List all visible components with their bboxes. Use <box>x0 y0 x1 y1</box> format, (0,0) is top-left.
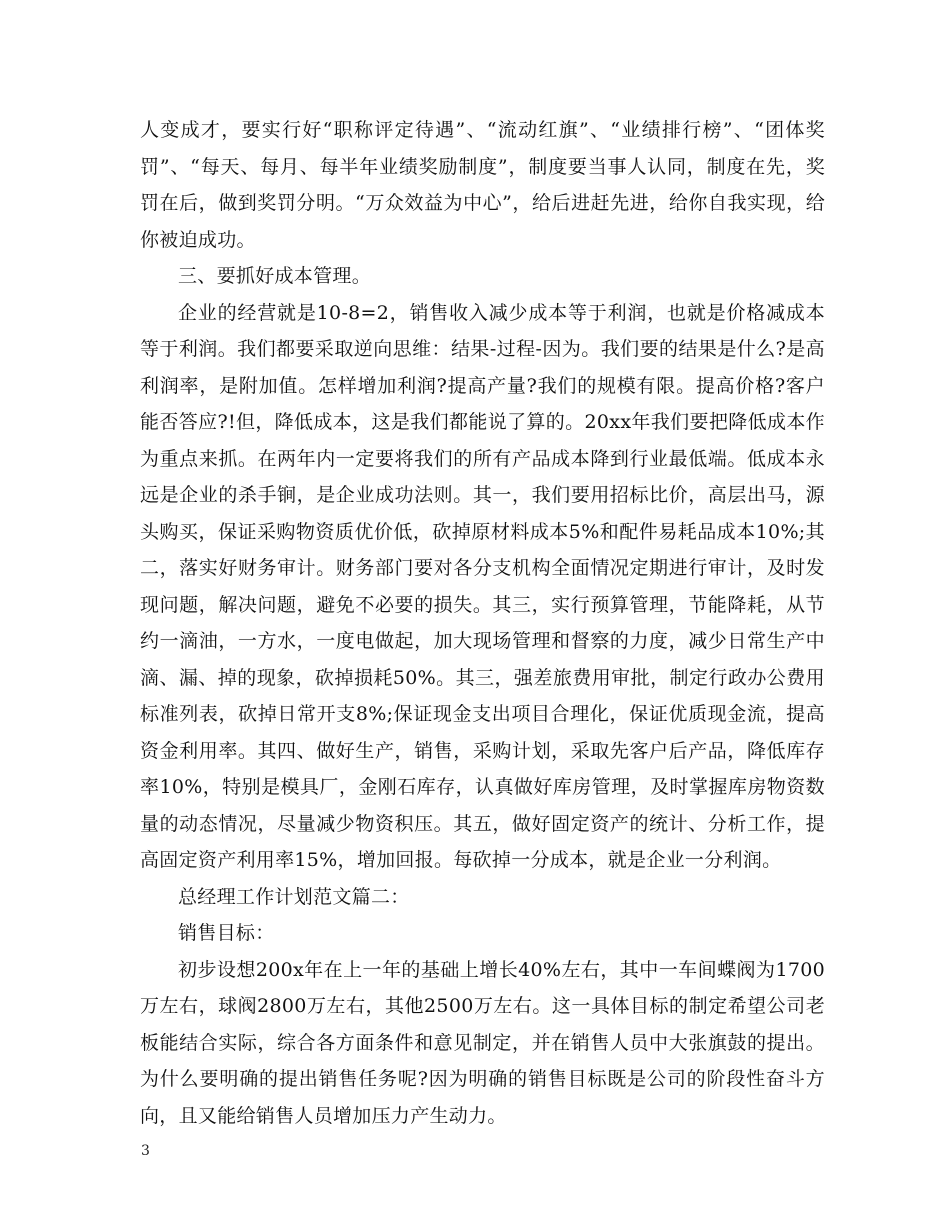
subheading-sales-target: 销售目标： <box>178 922 275 944</box>
paragraph-cost-management: 企业的经营就是10-8=2，销售收入减少成本等于利润，也就是价格减成本等于利润。我们都要采取逆向思维：结果-过程-因为。我们要的结果是什么?是高利润率，是附加值。怎样增加利润?提高产量?我们的规模有限。提高价格?客户能否答应?!但，降低成本，这是我们都能说了算的。20xx年我们要把降低成本作为重点来抓。在两年内一定要将我们的所有产品成本降到行业最低端。低成本永远是企业的杀手锏，是企业成功法则。其一，我们要用招标比价，高层出马，源头购买，保证采购物资质优价低，砍掉原材料成本5%和配件易耗品成本10%;其二，落实好财务审计。财务部门要对各分支机构全面情况定期进行审计，及时发现问题，解决问题，避免不必要的损失。其三，实行预算管理，节能降耗，从节约一滴油，一方水，一度电做起，加大现场管理和督察的力度，减少日常生产中滴、漏、掉的现象，砍掉损耗50%。其三，强差旅费用审批，制定行政办公费用标准列表，砍掉日常开支8%;保证现金支出项目合理化，保证优质现金流，提高资金利用率。其四、做好生产，销售，采购计划，采取先客户后产品，降低库存率10%，特别是模具厂，金刚石库存，认真做好库房管理，及时掌握库房物资数量的动态情况，尽量减少物资积压。其五，做好固定资产的统计、分析工作，提高固定资产利用率15%，增加回报。每砍掉一分成本，就是企业一分利润。 <box>140 301 825 871</box>
document-body <box>140 112 825 1134</box>
paragraph-sales-target: 初步设想200x年在上一年的基础上增长40%左右，其中一车间蝶阀为1700万左右，球阀2800万左右，其他2500万左右。这一具体目标的制定希望公司老板能结合实际，综合各方面条件和意见制定，并在销售人员中大张旗鼓的提出。为什么要明确的提出销售任务呢?因为明确的销售目标既是公司的阶段性奋斗方向，且又能给销售人员增加压力产生动力。 <box>140 958 825 1127</box>
section-heading-cost-management: 三、要抓好成本管理。 <box>178 265 372 287</box>
page-number: 3 <box>141 1143 150 1159</box>
paragraph-rewards-system: 人变成才，要实行好“职称评定待遇”、“流动红旗”、“业绩排行榜”、“团体奖罚”、“每天、每月、每半年业绩奖励制度”，制度要当事人认同，制度在先，奖罚在后，做到奖罚分明。“万众效益为中心”，给后进赶先进，给你自我实现，给你被迫成功。 <box>140 119 825 251</box>
article-heading-part-two: 总经理工作计划范文篇二： <box>178 885 410 908</box>
